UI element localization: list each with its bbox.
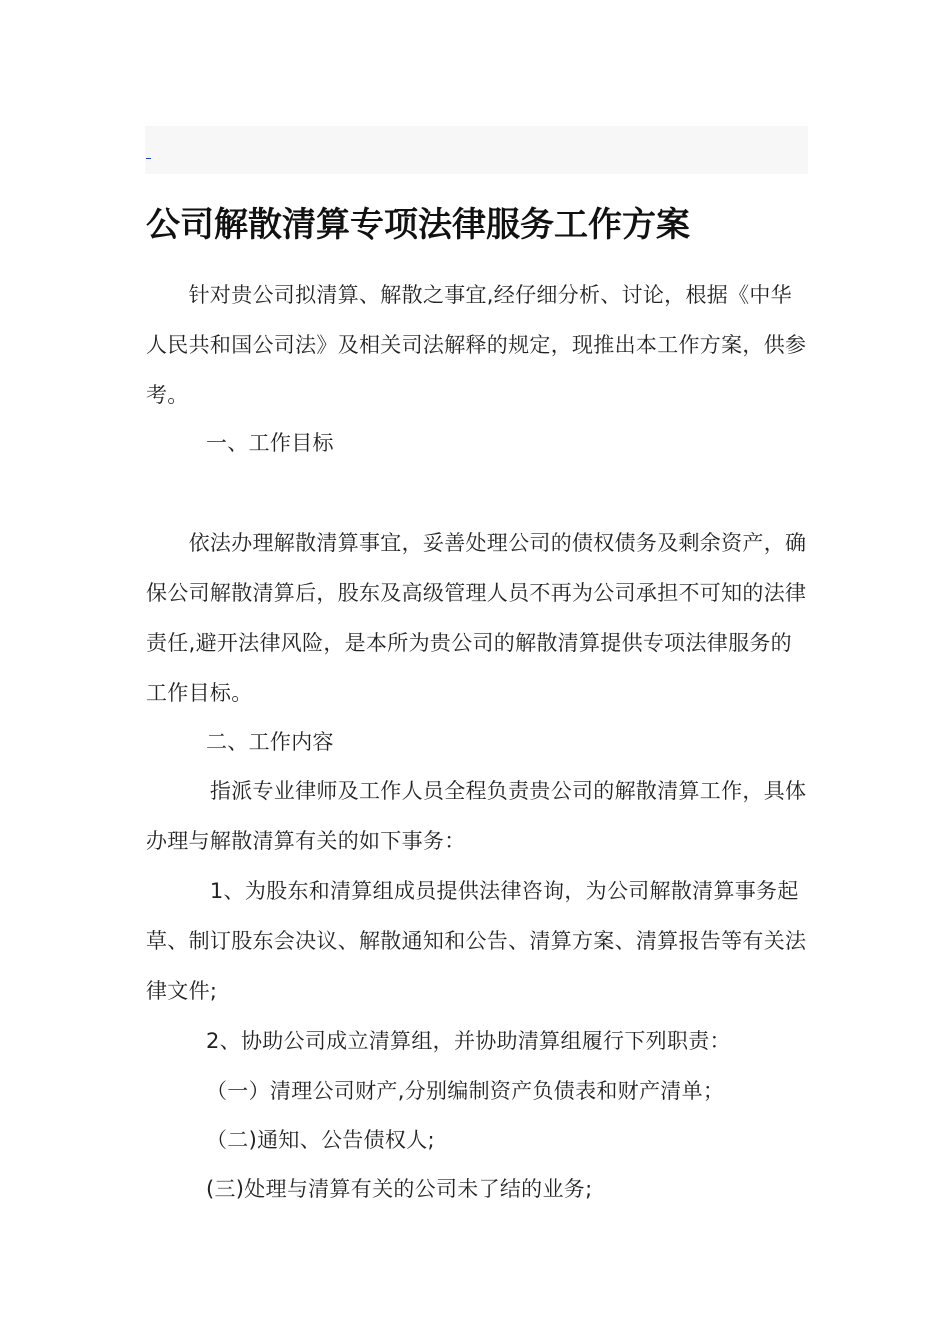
section-heading-goals: 一、工作目标 bbox=[206, 431, 334, 455]
top-bar bbox=[145, 126, 808, 174]
sub-item-1: （一）清理公司财产,分别编制资产负债表和财产清单； bbox=[206, 1079, 725, 1103]
top-link[interactable] bbox=[146, 157, 151, 159]
section-heading-content: 二、工作内容 bbox=[206, 730, 334, 754]
sub-item-2: （二)通知、公告债权人; bbox=[206, 1128, 435, 1152]
list-item-2: 2、协助公司成立清算组，并协助清算组履行下列职责： bbox=[206, 1029, 731, 1053]
document-title: 公司解散清算专项法律服务工作方案 bbox=[146, 205, 690, 245]
goals-paragraph: 依法办理解散清算事宜，妥善处理公司的债权债务及剩余资产，确保公司解散清算后，股东及高级管理人员不再为公司承担不可知的法律责任,避开法律风险，是本所为贵公司的解散清算提供专项法律服务的工作目标。 bbox=[146, 531, 807, 705]
list-item-1: 1、为股东和清算组成员提供法律咨询，为公司解散清算事务起草、制订股东会决议、解散通知和公告、清算方案、清算报告等有关法律文件; bbox=[146, 879, 807, 1003]
sub-item-3: (三)处理与清算有关的公司未了结的业务; bbox=[206, 1177, 593, 1201]
intro-paragraph: 针对贵公司拟清算、解散之事宜,经仔细分析、讨论，根据《中华人民共和国公司法》及相关司法解释的规定，现推出本工作方案，供参考。 bbox=[146, 283, 807, 407]
content-intro-paragraph: 指派专业律师及工作人员全程负责贵公司的解散清算工作，具体办理与解散清算有关的如下事务： bbox=[146, 779, 807, 853]
